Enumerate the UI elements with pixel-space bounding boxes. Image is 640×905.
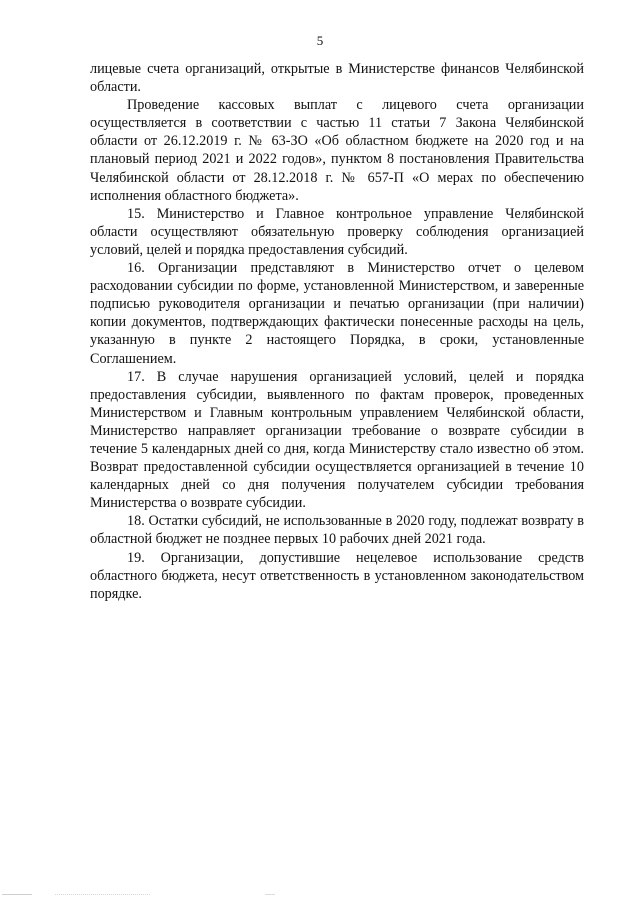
document-body bbox=[90, 60, 584, 603]
paragraph-cash-payments: Проведение кассовых выплат с лицевого счета организации осуществляется в соответствии с частью 11 статьи 7 Закона Челябинской области от 26.12.2019 г. № 63-ЗО «Об областном бюджете на 2020 год и на плановый период 2021 и 2022 годов», пунктом 8 постановления Правительства Челябинской области от 28.12.2018 г. № 657-П «О мерах по обеспечению исполнения областного бюджета». bbox=[90, 97, 584, 204]
paragraph-item-18: 18. Остатки субсидий, не использованные в 2020 году, подлежат возврату в областной бюджет не позднее первых 10 рабочих дней 2021 года. bbox=[90, 513, 584, 548]
paragraph-item-16: 16. Организации представляют в Министерство отчет о целевом расходовании субсидии по форме, установленной Министерством, и заверенные подписью руководителя организации и печатью организации (при наличии) копии документов, подтверждающих фактически понесенные расходы на цель, указанную в пункте 2 настоящего Порядка, в сроки, установленные Соглашением. bbox=[90, 260, 584, 367]
page-number: 5 bbox=[316, 33, 324, 48]
paragraph-item-15: 15. Министерство и Главное контрольное управление Челябинской области осуществляют обязательную проверку соблюдения организацией условий, целей и порядка предоставления субсидий. bbox=[90, 205, 584, 258]
paragraph-accounts: лицевые счета организаций, открытые в Министерстве финансов Челябинской области. bbox=[90, 61, 584, 96]
footer-rule-mark bbox=[265, 894, 275, 895]
footer-rule-dotted bbox=[55, 894, 150, 895]
paragraph-item-17: 17. В случае нарушения организацией условий, целей и порядка предоставления субсидии, выявленного по фактам проверок, проведенных Министерством и Главным контрольным управлением Челябинской области, Министерство направляет организации требование о возврате субсидии в течение 5 календарных дней со дня, когда Министерству стало известно об этом. Возврат предоставленной субсидии осуществляется организацией в течение 10 календарных дней со дня получения получателем субсидии требования Министерства о возврате субсидии. bbox=[90, 368, 584, 512]
footer-rule-left bbox=[2, 894, 32, 895]
paragraph-item-19: 19. Организации, допустившие нецелевое использование средств областного бюджета, несут ответственность в установленном законодательством порядке. bbox=[90, 549, 584, 602]
